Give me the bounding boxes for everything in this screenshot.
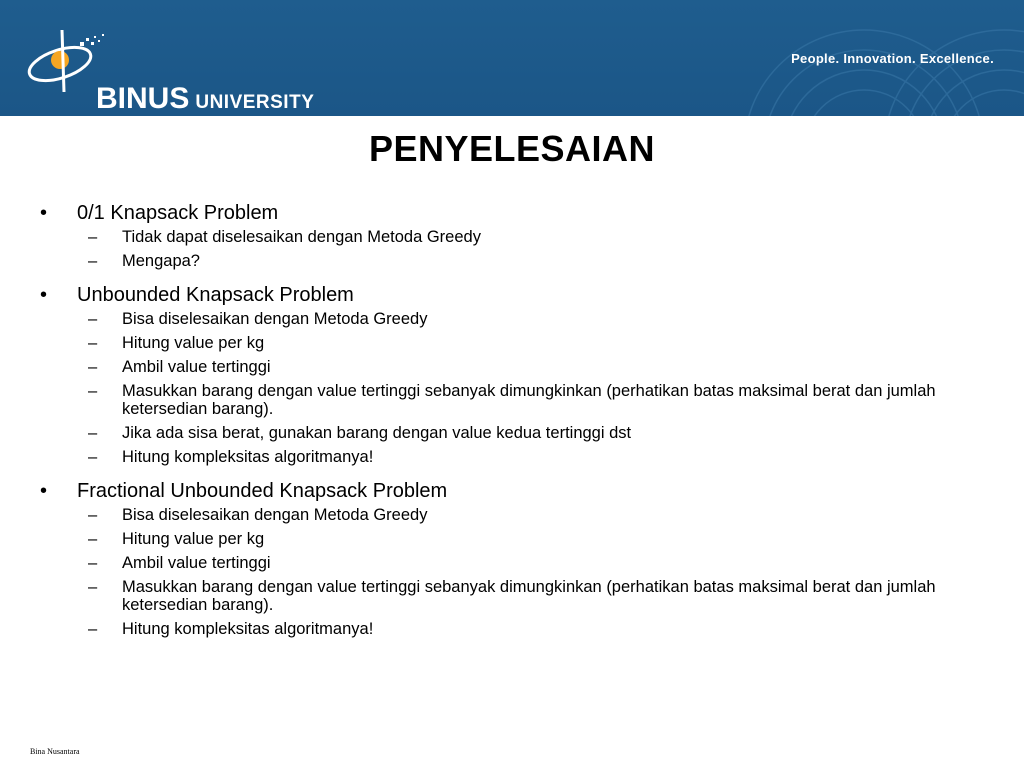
sub-bullet: – Tidak dapat diselesaikan dengan Metoda Greedy	[88, 228, 481, 246]
sub-bullet: – Ambil value tertinggi	[88, 554, 271, 572]
slide-title: PENYELESAIAN	[368, 128, 656, 169]
bullet-heading: • Fractional Unbounded Knapsack Problem	[40, 480, 448, 502]
slide-content	[38, 200, 998, 650]
bullet-heading: • 0/1 Knapsack Problem	[40, 202, 279, 224]
sub-bullet: – Masukkan barang dengan value tertinggi sebanyak dimungkinkan (perhatikan batas maksimal berat dan jumlah ketersedian barang).	[88, 382, 936, 418]
sub-bullet: – Hitung kompleksitas algoritmanya!	[88, 620, 374, 638]
logo-wordmark	[96, 82, 314, 116]
bullet-heading: • Unbounded Knapsack Problem	[40, 284, 354, 306]
sub-bullet: – Bisa diselesaikan dengan Metoda Greedy	[88, 506, 428, 524]
sub-bullet: – Mengapa?	[88, 252, 200, 270]
section-unbounded-knapsack	[38, 282, 998, 466]
sub-bullet: – Hitung kompleksitas algoritmanya!	[88, 448, 374, 466]
binus-logo	[22, 22, 315, 115]
sub-bullet: – Hitung value per kg	[88, 334, 265, 352]
sub-bullet: – Bisa diselesaikan dengan Metoda Greedy	[88, 310, 428, 328]
section-01-knapsack	[38, 200, 998, 270]
sub-bullet: – Jika ada sisa berat, gunakan barang dengan value kedua tertinggi dst	[88, 424, 632, 442]
tagline: People. Innovation. Excellence.	[791, 51, 994, 66]
sub-bullet: – Hitung value per kg	[88, 530, 265, 548]
header-banner	[0, 0, 1024, 116]
logo-name: BINUS	[96, 82, 190, 115]
sub-bullet: – Ambil value tertinggi	[88, 358, 271, 376]
sub-bullet: – Masukkan barang dengan value tertinggi sebanyak dimungkinkan (perhatikan batas maksimal berat dan jumlah ketersedian barang).	[88, 578, 936, 614]
logo-suffix: UNIVERSITY	[195, 92, 315, 113]
section-fractional-knapsack	[38, 478, 998, 638]
footer-text: Bina Nusantara	[30, 747, 80, 756]
